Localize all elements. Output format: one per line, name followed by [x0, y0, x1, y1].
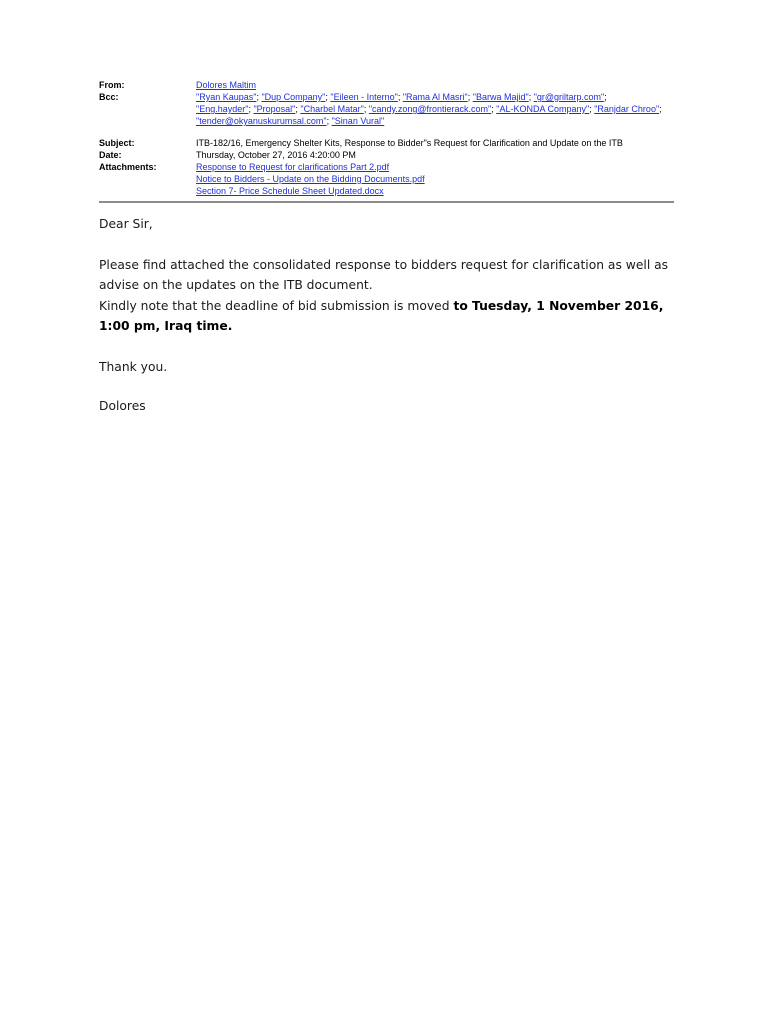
from-row	[99, 79, 674, 91]
body-paragraph: Please find attached the consolidated response to bidders request for clarification as well as advise on the updates on the ITB document.	[99, 257, 669, 292]
subject-label: Subject:	[99, 138, 135, 148]
bcc-recipient[interactable]: "Dup Company"	[261, 92, 326, 102]
header-divider	[99, 201, 674, 203]
attachments-label: Attachments:	[99, 162, 157, 172]
attachment-list	[196, 161, 674, 197]
bcc-recipient[interactable]: "candy.zong@frontierack.com"	[368, 104, 492, 114]
bcc-recipient[interactable]: "AL-KONDA Company"	[496, 104, 590, 114]
bcc-label: Bcc:	[99, 92, 119, 102]
bcc-recipient[interactable]: "Barwa Majid"	[472, 92, 529, 102]
email-body	[99, 214, 679, 417]
bcc-recipient[interactable]: "Ryan Kaupas"	[196, 92, 257, 102]
bcc-recipient[interactable]: "Sinan Vural"	[331, 116, 385, 126]
greeting: Dear Sir,	[99, 217, 153, 231]
bcc-recipient[interactable]: "gr@griltarp.com"	[533, 92, 605, 102]
bcc-recipient[interactable]: "Eileen - Interno"	[330, 92, 398, 102]
date-value: Thursday, October 27, 2016 4:20:00 PM	[196, 150, 356, 160]
bcc-recipient-list: "Ryan Kaupas"; "Dup Company"; "Eileen - Interno"; "Rama Al Masri"; "Barwa Majid"; "gr@griltarp.com"; "Eng.hayder"; "Proposal"; "Charbel Matar"; "candy.zong@frontierack.com"; "AL-KONDA Company"; "Ranjdar Chroo"; "tender@okyanuskurumsal.com"; "Sinan Vural"	[196, 92, 662, 126]
bcc-recipient[interactable]: "Proposal"	[253, 104, 296, 114]
thanks-line: Thank you.	[99, 359, 168, 374]
subject-row	[99, 137, 674, 149]
date-label: Date:	[99, 150, 122, 160]
attachment-link[interactable]: Response to Request for clarifications Part 2.pdf	[196, 162, 390, 172]
from-label: From:	[99, 80, 125, 90]
deadline-paragraph	[99, 296, 679, 337]
subject-value: ITB-182/16, Emergency Shelter Kits, Response to Bidder"s Request for Clarification and Update on the ITB	[196, 138, 623, 148]
bcc-recipient[interactable]: "Charbel Matar"	[300, 104, 364, 114]
bcc-recipient[interactable]: "Eng.hayder"	[196, 104, 249, 114]
from-sender-link[interactable]: Dolores Maltim	[196, 80, 257, 90]
deadline-intro: Kindly note that the deadline of bid submission is moved	[99, 298, 454, 313]
bcc-recipient[interactable]: "Rama Al Masri"	[402, 92, 468, 102]
bcc-row	[99, 91, 674, 127]
email-header	[99, 79, 674, 197]
date-row	[99, 149, 674, 161]
attachment-link[interactable]: Notice to Bidders - Update on the Bidding Documents.pdf	[196, 174, 425, 184]
attachments-row	[99, 161, 674, 197]
bcc-recipient[interactable]: "Ranjdar Chroo"	[594, 104, 660, 114]
attachment-link[interactable]: Section 7- Price Schedule Sheet Updated.docx	[196, 186, 384, 196]
deadline-date: to Tuesday, 1 November 2016, 1:00 pm, Iraq time.	[99, 298, 664, 333]
signature: Dolores	[99, 399, 146, 413]
bcc-recipient[interactable]: "tender@okyanuskurumsal.com"	[196, 116, 327, 126]
